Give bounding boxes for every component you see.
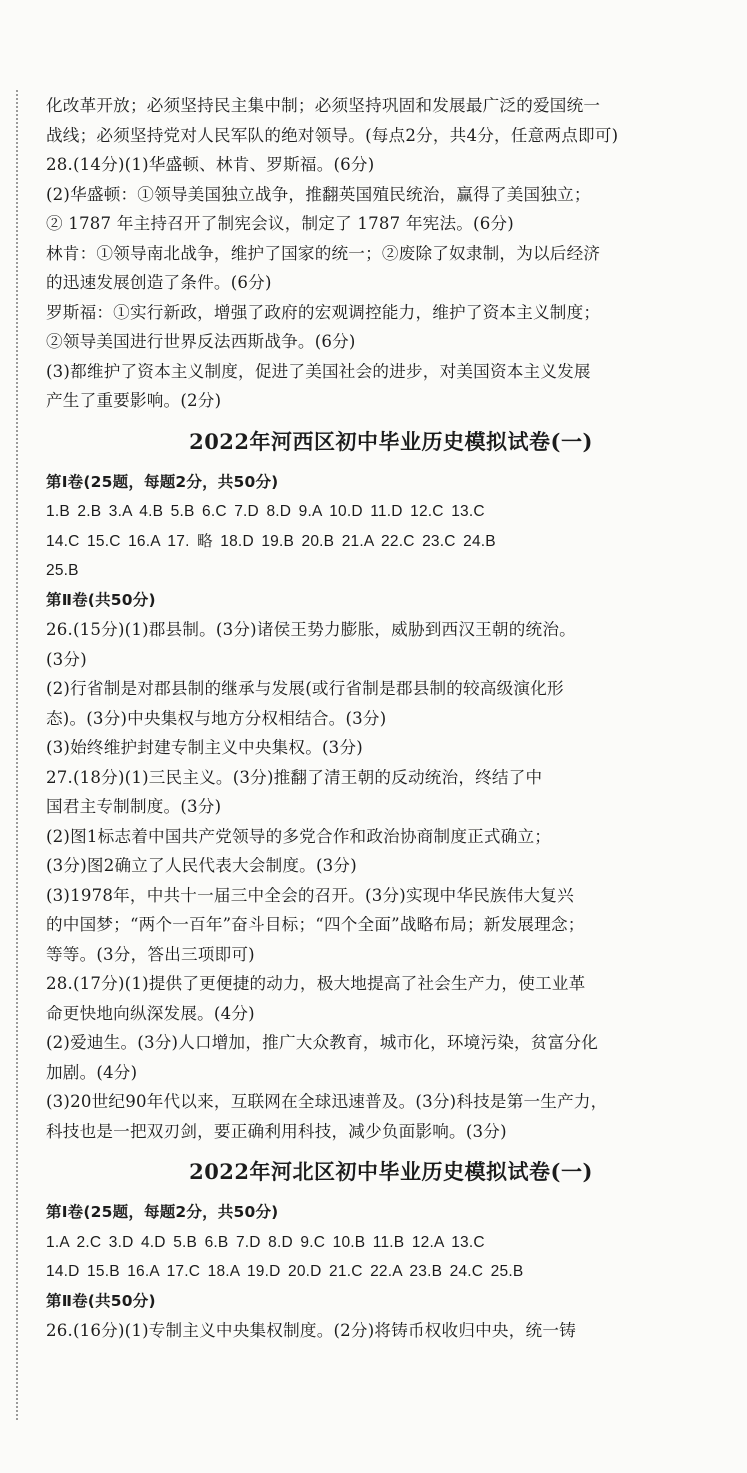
text-line: 的迅速发展创造了条件。(6分) xyxy=(46,273,272,292)
text-line: (3分)图2确立了人民代表大会制度。(3分) xyxy=(46,856,357,875)
text-line: 国君主专制制度。(3分) xyxy=(46,797,222,816)
answer-row: 1.B 2.B 3.A 4.B 5.B 6.C 7.D 8.D 9.A 10.D 11.D 12.C 13.C xyxy=(46,503,485,520)
answer-row: 25.B xyxy=(46,562,79,579)
exam-hexi xyxy=(46,422,736,1147)
text-line: 等等。(3分，答出三项即可) xyxy=(46,944,255,964)
top-continuation xyxy=(46,91,736,416)
exam-hebei xyxy=(46,1152,736,1346)
answer-row: 1.A 2.C 3.D 4.D 5.B 6.B 7.D 8.D 9.C 10.B 11.B 12.A 13.C xyxy=(46,1233,485,1251)
text-line: 27.(18分)(1)三民主义。(3分)推翻了清王朝的反动统治，终结了中 xyxy=(46,767,543,787)
text-line: (3分) xyxy=(46,649,87,669)
text-line: 26.(16分)(1)专制主义中央集权制度。(2分)将铸币权收归中央，统一铸 xyxy=(46,1321,576,1340)
binding-margin-line xyxy=(16,90,18,1420)
text-line: 命更快地向纵深发展。(4分) xyxy=(46,1003,255,1023)
text-line: ② 1787 年主持召开了制宪会议，制定了 1787 年宪法。(6分) xyxy=(46,214,514,233)
part2-heading: 第Ⅱ卷(共50分) xyxy=(46,1291,156,1310)
answer-row: 14.D 15.B 16.A 17.C 18.A 19.D 20.D 21.C 22.A 23.B 24.C 25.B xyxy=(46,1263,524,1280)
text-line: 26.(15分)(1)郡县制。(3分)诸侯王势力膨胀，威胁到西汉王朝的统治。 xyxy=(46,620,576,639)
part1-heading: 第Ⅰ卷(25题，每题2分，共50分) xyxy=(46,472,279,491)
text-line: 战线；必须坚持党对人民军队的绝对领导。(每点2分，共4分，任意两点即可) xyxy=(46,125,619,145)
answer-row: 14.C 15.C 16.A 17. 略 18.D 19.B 20.B 21.A 22.C 23.C 24.B xyxy=(46,532,496,550)
text-line: 罗斯福：①实行新政，增强了政府的宏观调控能力，维护了资本主义制度； xyxy=(46,302,601,322)
exam-title: 2022年河北区初中毕业历史模拟试卷(一) xyxy=(189,1159,593,1184)
part1-heading: 第Ⅰ卷(25题，每题2分，共50分) xyxy=(46,1203,279,1221)
text-line: (2)行省制是对郡县制的继承与发展(或行省制是郡县制的较高级演化形 xyxy=(46,679,564,698)
text-line: 产生了重要影响。(2分) xyxy=(46,391,222,410)
text-line: (3)1978年，中共十一届三中全会的召开。(3分)实现中华民族伟大复兴 xyxy=(46,885,574,905)
text-line: 林肯：①领导南北战争，维护了国家的统一；②废除了奴隶制，为以后经济 xyxy=(46,243,601,263)
text-line: 的中国梦；“两个一百年”奋斗目标；“四个全面”战略布局；新发展理念； xyxy=(46,915,585,934)
text-line: (3)都维护了资本主义制度，促进了美国社会的进步，对美国资本主义发展 xyxy=(46,361,591,381)
text-line: (2)华盛顿：①领导美国独立战争，推翻英国殖民统治，赢得了美国独立； xyxy=(46,184,591,204)
answer-page xyxy=(46,91,736,1346)
text-line: 28.(17分)(1)提供了更便捷的动力，极大地提高了社会生产力，使工业革 xyxy=(46,974,586,993)
text-line: (3)20世纪90年代以来，互联网在全球迅速普及。(3分)科技是第一生产力， xyxy=(46,1092,608,1111)
text-line: 科技也是一把双刃剑，要正确利用科技，减少负面影响。(3分) xyxy=(46,1121,507,1141)
text-line: 28.(14分)(1)华盛顿、林肯、罗斯福。(6分) xyxy=(46,155,375,174)
exam-title: 2022年河西区初中毕业历史模拟试卷(一) xyxy=(189,428,593,454)
text-line: (2)爱迪生。(3分)人口增加，推广大众教育，城市化，环境污染，贫富分化 xyxy=(46,1033,599,1052)
text-line: (3)始终维护封建专制主义中央集权。(3分) xyxy=(46,738,363,757)
text-line: (2)图1标志着中国共产党领导的多党合作和政治协商制度正式确立； xyxy=(46,826,552,846)
part2-heading: 第Ⅱ卷(共50分) xyxy=(46,590,156,609)
text-line: 态)。(3分)中央集权与地方分权相结合。(3分) xyxy=(46,708,387,728)
text-line: ②领导美国进行世界反法西斯战争。(6分) xyxy=(46,332,356,351)
text-line: 加剧。(4分) xyxy=(46,1062,138,1082)
text-line: 化改革开放；必须坚持民主集中制；必须坚持巩固和发展最广泛的爱国统一 xyxy=(46,96,601,115)
